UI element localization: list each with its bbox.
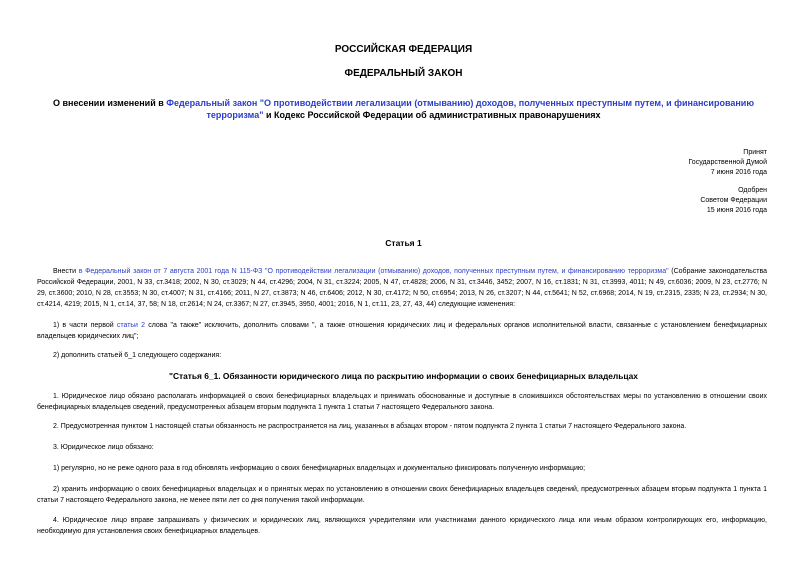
- article-heading: Статья 1: [385, 238, 422, 248]
- paragraph-2: 2. Предусмотренная пунктом 1 настоящей статьи обязанность не распространяется на лиц, указанных в абзацах втором - пятом подпункта 2 пункта 1 статьи 7 настоящего Федерального закона.: [53, 423, 687, 430]
- item1-rest: слова "а также" исключить, дополнить словами ", а также отношения юридических лиц и федеральных органов исполнительной власти, связанные с установлением бенефициарных владельцев юридических лиц";: [37, 322, 767, 340]
- accepted-date: 7 июня 2016 года: [710, 169, 767, 176]
- title-prefix: О внесении изменений в: [52, 98, 167, 108]
- intro-rest: (Собрание законодательства Российской Федерации, 2001, N 33, ст.3418; 2002, N 30, ст.3029; N 44, ст.4296; 2004, N 31, ст.3224; 2005, N 47, ст.4828; 2006, N 31, ст.3446, 3452; 2007, N 16, ст.1831; N 31, ст.3993, 4011; N 49, ст.6036; 2009, N 23, ст.2776; N 29, ст.3600; 2010, N 28, ст.3553; N 30, ст.4007; N 31, ст.4166; 2011, N 27, ст.3873; N 46, ст.6406; 2012, N 30, ст.4172; N 50, ст.6954; 2013, N 26, ст.3207; N 44, ст.5641; N 52, ст.6968; 2014, N 19, ст.2315, 2335; N 23, ст.2934; N 30, ст.4214, 4219; 2015, N 1, ст.14, 37, 58; N 18, ст.2614; N 24, ст.3367; N 27, ст.3945, 3950, 4001; 2016, N 1, ст.11, 23, 27, 43, 44) следующие изменения:: [37, 268, 767, 308]
- paragraph-4: 4. Юридическое лицо вправе запрашивать у физических и юридических лиц, являющихся учредителями или участниками данного юридического лица или иным образом контролирующих его, информацию, необходимую для установления своих бенефициарных владельцев.: [37, 517, 767, 535]
- intro-law-link[interactable]: в Федеральный закон от 7 августа 2001 года N 115-ФЗ "О противодействии легализации (отмыванию) доходов, полученных преступным путем, и финансированию терроризма": [78, 268, 669, 275]
- item-1: [37, 320, 767, 342]
- approved-label: Одобрен: [738, 187, 767, 194]
- approved-date: 15 июня 2016 года: [706, 207, 767, 214]
- title-law-link[interactable]: Федеральный закон "О противодействии легализации (отмыванию) доходов, полученных преступным путем, и финансированию терроризма": [166, 98, 755, 120]
- adoption-block: [567, 148, 767, 178]
- title-suffix: и Кодекс Российской Федерации об административных правонарушениях: [263, 110, 601, 120]
- accepted-by: Государственной Думой: [688, 159, 767, 166]
- article-intro: [37, 266, 767, 310]
- item1-prefix: 1) в части первой: [53, 322, 117, 329]
- paragraph-3: 3. Юридическое лицо обязано:: [53, 444, 154, 451]
- approval-block: [567, 186, 767, 216]
- item-2: 2) дополнить статьей 6_1 следующего содержания:: [53, 352, 222, 359]
- approved-by: Советом Федерации: [700, 197, 767, 204]
- item1-article-link[interactable]: статьи 2: [116, 322, 146, 329]
- intro-prefix: Внести: [53, 268, 79, 275]
- new-article-heading: "Статья 6_1. Обязанности юридического лица по раскрытию информации о своих бенефициарных владельцах: [169, 371, 638, 381]
- paragraph-3-1: 1) регулярно, но не реже одного раза в год обновлять информацию о своих бенефициарных владельцах и документально фиксировать полученную информацию;: [53, 465, 586, 472]
- law-title: [50, 97, 757, 121]
- accepted-label: Принят: [743, 149, 767, 156]
- paragraph-3-2: 2) хранить информацию о своих бенефициарных владельцах и о принятых мерах по установлению в отношении своих бенефициарных владельцев сведений, предусмотренных абзацем вторым подпункта 1 пункта 1 статьи 7 настоящего Федерального закона, не менее пяти лет со дня получения такой информации.: [37, 486, 767, 504]
- country-heading: РОССИЙСКАЯ ФЕДЕРАЦИЯ: [334, 44, 473, 55]
- doc-type-heading: ФЕДЕРАЛЬНЫЙ ЗАКОН: [344, 68, 463, 79]
- paragraph-1: 1. Юридическое лицо обязано располагать информацией о своих бенефициарных владельцах и принимать обоснованные и доступные в сложившихся обстоятельствах меры по установлению в отношении своих бенефициарных владельцев сведений, предусмотренных абзацем вторым подпункта 1 пункта 1 статьи 7 настоящего Федерального закона.: [37, 393, 767, 411]
